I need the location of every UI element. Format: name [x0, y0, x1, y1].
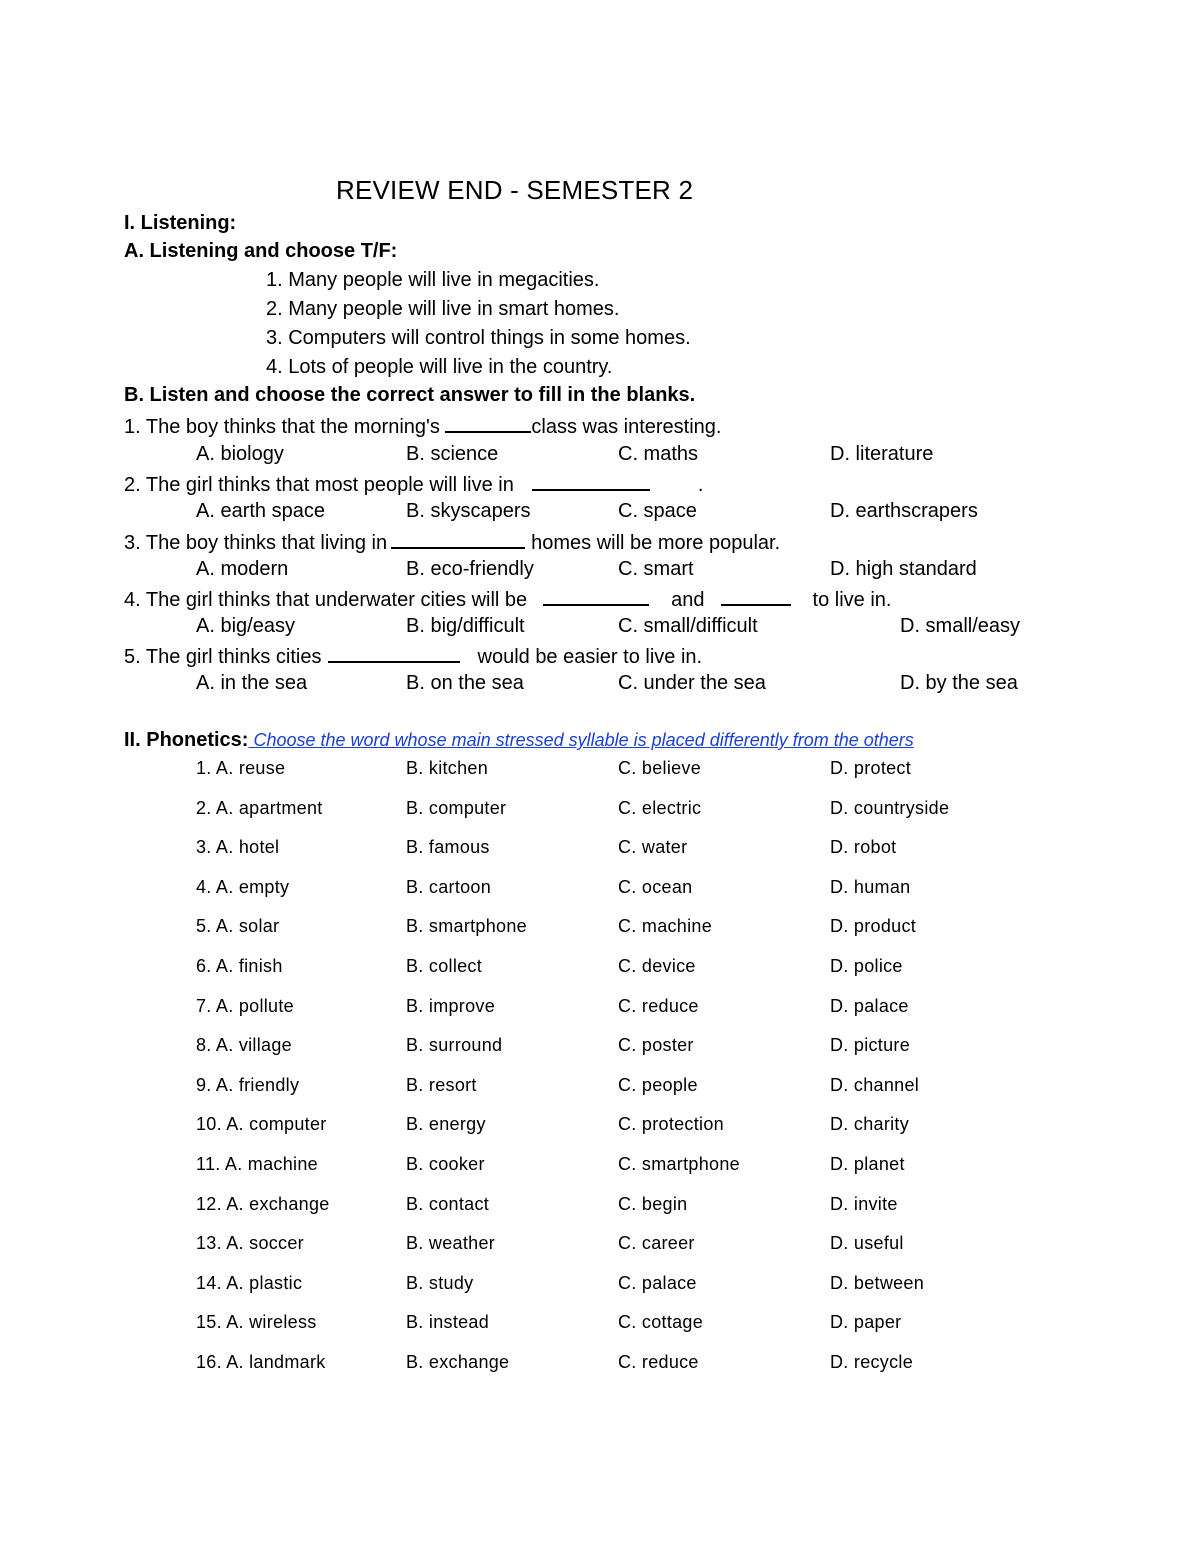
- phonetics-option-a: 14. A. plastic: [196, 1273, 303, 1293]
- phonetics-option-b: B. collect: [406, 956, 483, 976]
- answer-blank: [543, 586, 649, 606]
- question-3: [124, 529, 780, 555]
- option-c: C. small/difficult: [618, 615, 758, 637]
- option-a: A. earth space: [196, 500, 325, 522]
- option-b: B. science: [406, 443, 499, 465]
- phonetics-option-b: B. weather: [406, 1233, 496, 1253]
- option-a: A. in the sea: [196, 672, 308, 694]
- tf-statement: 2. Many people will live in smart homes.: [266, 298, 620, 320]
- phonetics-option-c: C. poster: [618, 1035, 694, 1055]
- phonetics-option-c: C. smartphone: [618, 1154, 740, 1174]
- phonetics-option-b: B. instead: [406, 1312, 490, 1332]
- option-d: D. by the sea: [900, 672, 1018, 694]
- phonetics-option-b: B. contact: [406, 1194, 490, 1214]
- option-b: B. big/difficult: [406, 615, 525, 637]
- question-text: 5. The girl thinks cities: [124, 646, 322, 668]
- option-c: C. smart: [618, 558, 694, 580]
- section-listening-heading: I. Listening:: [124, 212, 237, 234]
- phonetics-option-d: D. channel: [830, 1075, 920, 1095]
- question-5: [124, 643, 702, 669]
- phonetics-option-b: B. resort: [406, 1075, 477, 1095]
- phonetics-option-c: C. reduce: [618, 996, 699, 1016]
- phonetics-option-b: B. energy: [406, 1114, 486, 1134]
- question-text: 4. The girl thinks that underwater cities will be: [124, 589, 528, 611]
- part-b-heading: B. Listen and choose the correct answer to fill in the blanks.: [124, 384, 696, 406]
- option-a: A. modern: [196, 558, 289, 580]
- phonetics-option-b: B. computer: [406, 798, 507, 818]
- question-text: homes will be more popular.: [531, 532, 781, 554]
- phonetics-option-c: C. palace: [618, 1273, 697, 1293]
- answer-blank: [532, 471, 650, 491]
- phonetics-option-b: B. improve: [406, 996, 496, 1016]
- phonetics-option-d: D. useful: [830, 1233, 904, 1253]
- phonetics-option-c: C. reduce: [618, 1352, 699, 1372]
- phonetics-option-b: B. smartphone: [406, 916, 527, 936]
- question-text: class was interesting.: [531, 416, 722, 438]
- option-b: B. skyscapers: [406, 500, 531, 522]
- tf-statement: 3. Computers will control things in some homes.: [266, 327, 691, 349]
- phonetics-option-d: D. countryside: [830, 798, 950, 818]
- phonetics-instruction: Choose the word whose main stressed syllable is placed differently from the others: [248, 730, 914, 750]
- option-c: C. maths: [618, 443, 699, 465]
- phonetics-option-a: 1. A. reuse: [196, 758, 286, 778]
- phonetics-option-a: 5. A. solar: [196, 916, 280, 936]
- question-text: 2. The girl thinks that most people will live in: [124, 474, 514, 496]
- phonetics-option-a: 2. A. apartment: [196, 798, 323, 818]
- question-text: and: [671, 589, 705, 611]
- option-d: D. small/easy: [900, 615, 1021, 637]
- tf-statement: 1. Many people will live in megacities.: [266, 269, 600, 291]
- question-1: [124, 413, 721, 439]
- phonetics-option-b: B. cooker: [406, 1154, 485, 1174]
- phonetics-option-c: C. believe: [618, 758, 702, 778]
- phonetics-option-d: D. between: [830, 1273, 925, 1293]
- phonetics-option-d: D. product: [830, 916, 917, 936]
- option-c: C. under the sea: [618, 672, 766, 694]
- part-a-heading: A. Listening and choose T/F:: [124, 240, 398, 262]
- phonetics-option-a: 11. A. machine: [196, 1154, 318, 1174]
- tf-statement: 4. Lots of people will live in the country.: [266, 356, 613, 378]
- phonetics-option-a: 4. A. empty: [196, 877, 290, 897]
- option-d: D. earthscrapers: [830, 500, 978, 522]
- phonetics-option-c: C. protection: [618, 1114, 724, 1134]
- question-text: .: [697, 474, 704, 496]
- option-d: D. literature: [830, 443, 934, 465]
- section-phonetics-heading: II. Phonetics:: [124, 729, 249, 751]
- phonetics-option-c: C. water: [618, 837, 688, 857]
- phonetics-option-d: D. picture: [830, 1035, 911, 1055]
- question-text: 1. The boy thinks that the morning's: [124, 416, 446, 438]
- phonetics-option-d: D. protect: [830, 758, 912, 778]
- question-text: 3. The boy thinks that living in: [124, 532, 388, 554]
- phonetics-option-a: 16. A. landmark: [196, 1352, 326, 1372]
- phonetics-option-d: D. robot: [830, 837, 897, 857]
- phonetics-option-c: C. ocean: [618, 877, 693, 897]
- option-c: C. space: [618, 500, 697, 522]
- phonetics-option-b: B. surround: [406, 1035, 503, 1055]
- phonetics-option-a: 9. A. friendly: [196, 1075, 300, 1095]
- phonetics-option-c: C. cottage: [618, 1312, 704, 1332]
- phonetics-option-d: D. planet: [830, 1154, 905, 1174]
- option-b: B. eco-friendly: [406, 558, 534, 580]
- question-2: [124, 471, 703, 497]
- question-4: [124, 586, 891, 612]
- phonetics-option-b: B. exchange: [406, 1352, 510, 1372]
- option-d: D. high standard: [830, 558, 977, 580]
- phonetics-option-a: 15. A. wireless: [196, 1312, 317, 1332]
- phonetics-option-b: B. kitchen: [406, 758, 489, 778]
- phonetics-option-b: B. study: [406, 1273, 474, 1293]
- phonetics-option-a: 10. A. computer: [196, 1114, 327, 1134]
- phonetics-option-c: C. people: [618, 1075, 698, 1095]
- answer-blank: [391, 529, 525, 549]
- answer-blank: [445, 413, 531, 433]
- page-title: REVIEW END - SEMESTER 2: [336, 175, 694, 205]
- phonetics-option-a: 8. A. village: [196, 1035, 292, 1055]
- phonetics-option-a: 7. A. pollute: [196, 996, 294, 1016]
- phonetics-option-d: D. human: [830, 877, 911, 897]
- phonetics-option-d: D. recycle: [830, 1352, 914, 1372]
- phonetics-option-a: 6. A. finish: [196, 956, 283, 976]
- section-phonetics-header: [124, 729, 914, 752]
- answer-blank: [721, 586, 791, 606]
- option-a: A. big/easy: [196, 615, 295, 637]
- phonetics-option-b: B. famous: [406, 837, 490, 857]
- phonetics-option-c: C. career: [618, 1233, 695, 1253]
- question-text: to live in.: [812, 589, 892, 611]
- option-b: B. on the sea: [406, 672, 524, 694]
- option-a: A. biology: [196, 443, 284, 465]
- phonetics-option-d: D. invite: [830, 1194, 898, 1214]
- phonetics-option-d: D. police: [830, 956, 903, 976]
- question-text: would be easier to live in.: [477, 646, 703, 668]
- phonetics-option-a: 12. A. exchange: [196, 1194, 330, 1214]
- phonetics-option-a: 3. A. hotel: [196, 837, 280, 857]
- phonetics-option-b: B. cartoon: [406, 877, 492, 897]
- phonetics-option-c: C. electric: [618, 798, 702, 818]
- phonetics-option-c: C. machine: [618, 916, 713, 936]
- phonetics-option-d: D. palace: [830, 996, 909, 1016]
- phonetics-option-d: D. charity: [830, 1114, 910, 1134]
- phonetics-option-a: 13. A. soccer: [196, 1233, 304, 1253]
- phonetics-option-c: C. begin: [618, 1194, 688, 1214]
- phonetics-option-d: D. paper: [830, 1312, 902, 1332]
- answer-blank: [328, 643, 460, 663]
- phonetics-option-c: C. device: [618, 956, 696, 976]
